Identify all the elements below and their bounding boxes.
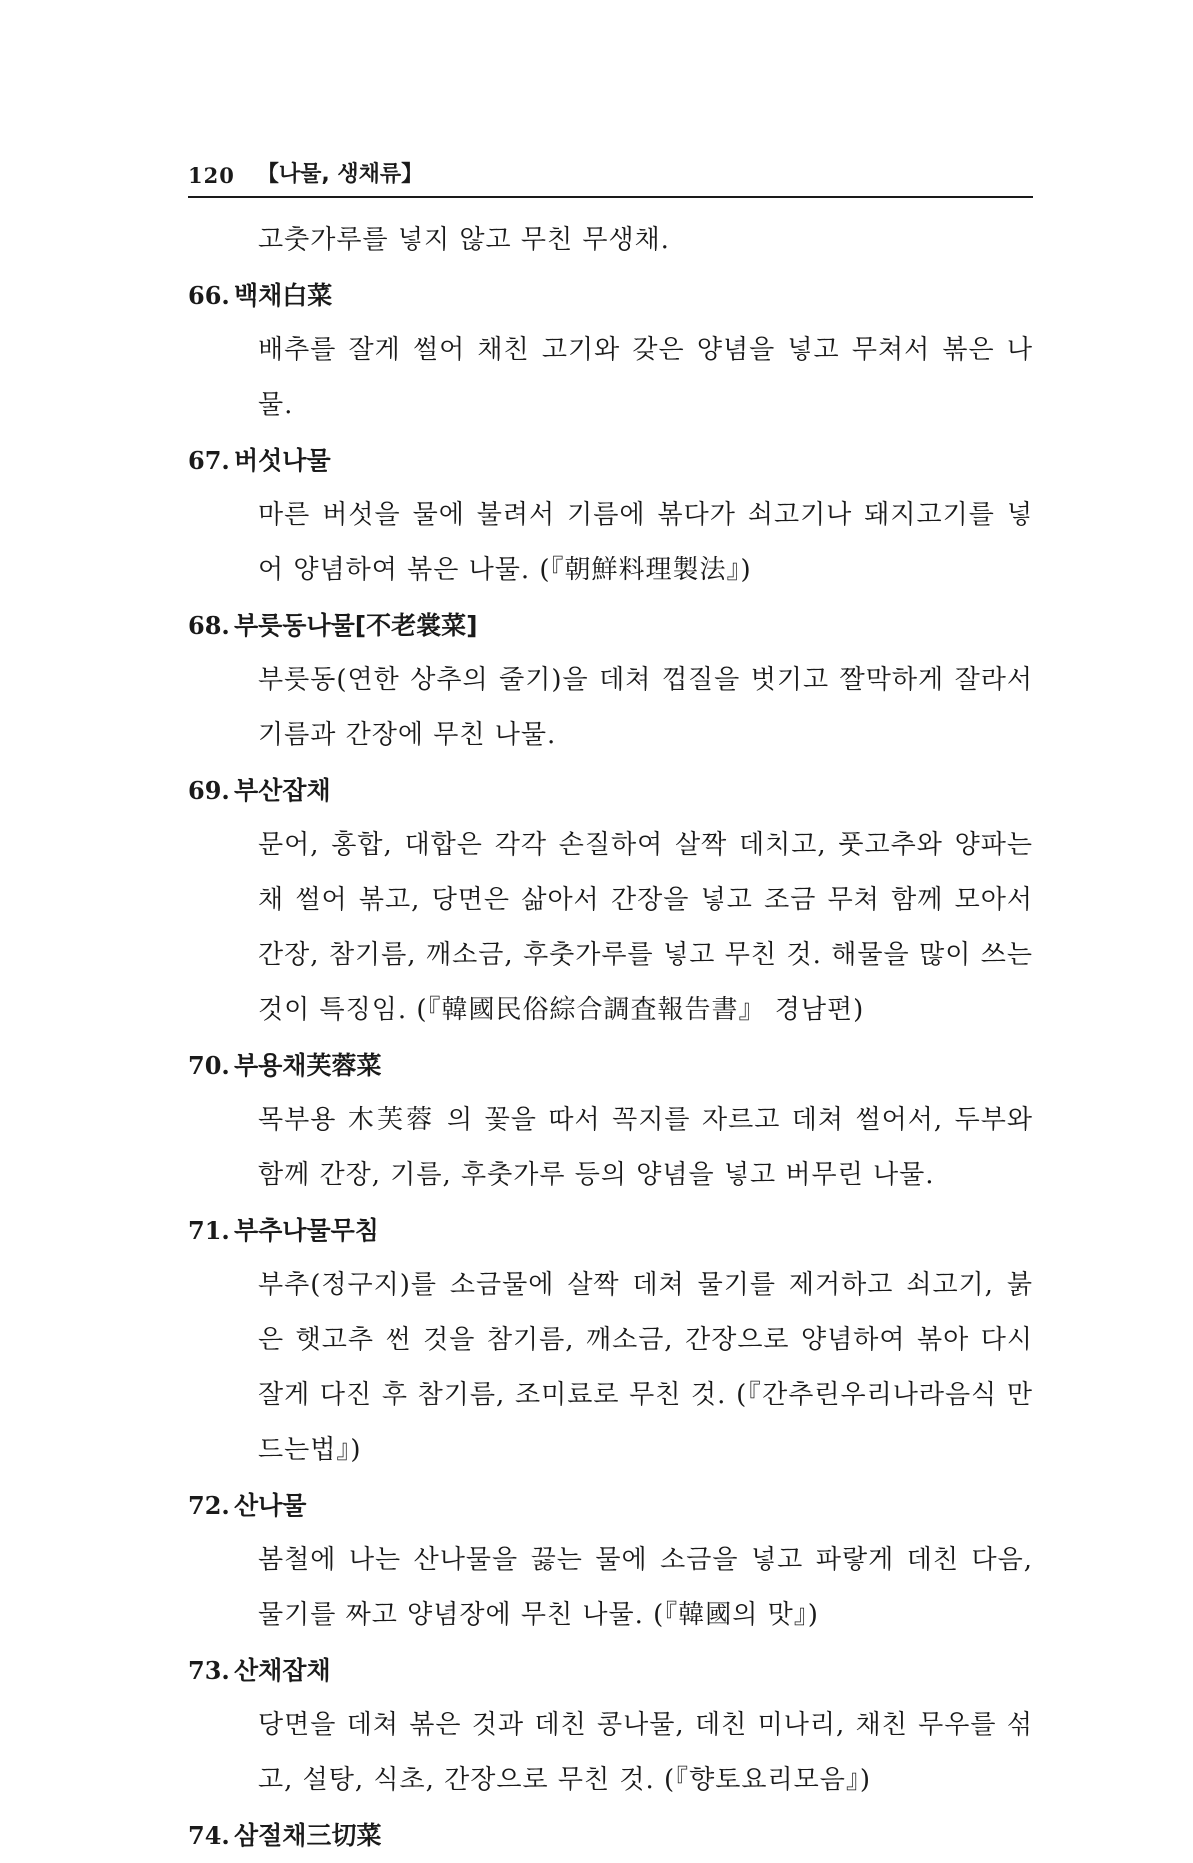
entry-body: 당면을 데쳐 볶은 것과 데친 콩나물, 데친 미나리, 채친 무우를 섞고, 설탕, 식초, 간장으로 무친 것. (『향토요리모음』) [258,1710,1033,1795]
entry-title: 백채白菜 [234,281,333,310]
entry-70 [188,1038,1033,1203]
entry-body: 부추(정구지)를 소금물에 살짝 데쳐 물기를 제거하고 쇠고기, 붉은 햇고추 썬 것을 참기름, 깨소금, 간장으로 양념하여 볶아 다시 잘게 다진 후 참기름, 조미료로 무친 것. (『간추린우리나라음식 만드는법』) [258,1270,1033,1465]
section-title: 【나물, 생채류】 [256,162,424,187]
page-number: 120 [188,163,235,188]
entry-title: 산나물 [234,1491,307,1520]
entry-68 [188,598,1033,763]
entry-title: 부용채芙蓉菜 [234,1051,382,1080]
entry-heading [188,1808,1033,1863]
entry-number: 71. [188,1216,230,1245]
entry-body: 배추를 잘게 썰어 채친 고기와 갖은 양념을 넣고 무쳐서 볶은 나물. [258,335,1033,420]
entry-74 [188,1808,1033,1863]
entry-body: 마른 버섯을 물에 불려서 기름에 볶다가 쇠고기나 돼지고기를 넣어 양념하여 볶은 나물. (『朝鮮料理製法』) [258,500,1033,585]
entry-body: 목부용 木芙蓉 의 꽃을 따서 꼭지를 자르고 데쳐 썰어서, 두부와 함께 간장, 기름, 후춧가루 등의 양념을 넣고 버무린 나물. [258,1105,1033,1190]
entry-heading [188,1203,1033,1258]
entry-number: 72. [188,1491,230,1520]
entry-title: 부산잡채 [234,776,331,805]
header-rule [188,196,1033,198]
entry-number: 68. [188,611,230,640]
entry-number: 70. [188,1051,230,1080]
entry-69 [188,763,1033,1038]
entry-title: 부릇동나물[不老裳菜] [234,611,478,640]
entry-number: 66. [188,281,230,310]
entry-title: 산채잡채 [234,1656,331,1685]
page-content [188,213,1033,1863]
entry-number: 69. [188,776,230,805]
entry-67 [188,433,1033,598]
running-head [188,152,1033,188]
entry-number: 73. [188,1656,230,1685]
entry-number: 74. [188,1821,230,1850]
entry-title: 부추나물무침 [234,1216,379,1245]
entry-73 [188,1643,1033,1808]
entry-number: 67. [188,446,230,475]
entry-72 [188,1478,1033,1643]
entry-heading [188,1643,1033,1698]
entry-title: 삼절채三切菜 [234,1821,382,1850]
entry-71 [188,1203,1033,1478]
entry-body: 봄철에 나는 산나물을 끓는 물에 소금을 넣고 파랗게 데친 다음, 물기를 짜고 양념장에 무친 나물. (『韓國의 맛』) [258,1545,1033,1630]
entry-heading [188,598,1033,653]
entry-heading [188,763,1033,818]
entry-66 [188,268,1033,433]
entry-heading [188,1038,1033,1093]
entry-title: 버섯나물 [234,446,331,475]
entry-heading [188,268,1033,323]
entry-body: 부릇동(연한 상추의 줄기)을 데쳐 껍질을 벗기고 짤막하게 잘라서 기름과 간장에 무친 나물. [258,665,1033,750]
entry-heading [188,1478,1033,1533]
entry-body: 문어, 홍합, 대합은 각각 손질하여 살짝 데치고, 풋고추와 양파는 채 썰어 볶고, 당면은 삶아서 간장을 넣고 조금 무쳐 함께 모아서 간장, 참기름, 깨소금, 후춧가루를 넣고 무친 것. 해물을 많이 쓰는 것이 특징임. (『韓國民俗綜合調査報告書』 경남편) [258,830,1033,1025]
entry-heading [188,433,1033,488]
continuation-text: 고춧가루를 넣지 않고 무친 무생채. [258,225,670,255]
